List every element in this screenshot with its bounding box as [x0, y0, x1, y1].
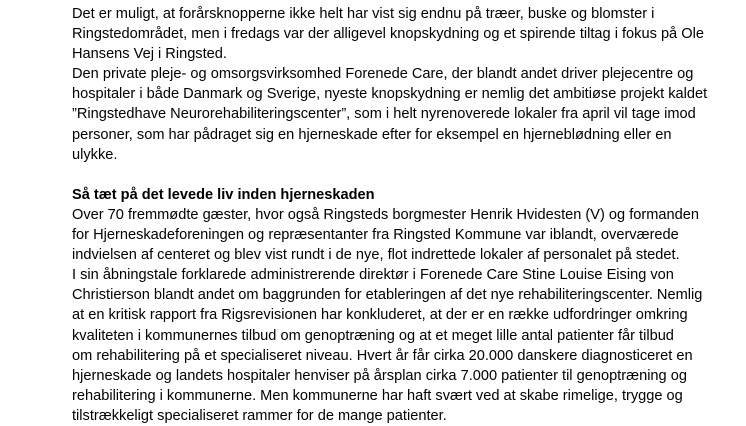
text-line: Hansens Vej i Ringsted.: [72, 46, 227, 63]
text-line: Over 70 fremmødte gæster, hvor også Ringsteds borgmester Henrik Hvidesten (V) og formanden: [72, 206, 699, 223]
guests-paragraph: [72, 205, 699, 265]
speech-paragraph: [72, 265, 703, 426]
text-line: hospitaler i både Danmark og Sverige, nyeste knopskydning er nemlig det ambitiøse projekt kaldet: [72, 86, 708, 103]
text-line: at en kritisk rapport fra Rigsrevisionen har konkluderet, at der er en række udfordringer omkring: [72, 307, 688, 324]
document-page: [72, 4, 708, 426]
text-line: ”Ringstedhave Neurorehabiliteringscenter”, som i helt nyrenoverede lokaler fra april vil tage imod: [72, 106, 696, 123]
text-line: for Hjerneskadeforeningen og repræsentanter fra Ringsted Kommune var iblandt, overværede: [72, 227, 679, 244]
paragraph-spacer: [72, 165, 672, 185]
text-line: rehabilitering i kommunerne. Men kommunerne har haft svært ved at skabe rimelige, trygge og: [72, 387, 683, 404]
text-line: I sin åbningstale forklarede administrerende direktør i Forenede Care Stine Louise Eising von: [72, 267, 674, 284]
text-line: om rehabilitering på et specialiseret niveau. Hvert år får cirka 20.000 danskere diagnosticeret en: [72, 347, 693, 364]
intro-paragraph: [72, 4, 704, 64]
text-line: personer, som har pådraget sig en hjerneskade efter for eksempel en hjerneblødning eller en: [72, 126, 672, 143]
section-heading: Så tæt på det levede liv inden hjerneskaden: [72, 186, 375, 203]
text-line: hjerneskade og landets hospitaler henviser på årsplan cirka 7.000 patienter til genoptræning og: [72, 367, 687, 384]
text-line: kvaliteten i kommunernes tilbud om genoptræning og at et meget lille antal patienter får tilbud: [72, 327, 674, 344]
text-line: indvielsen af centeret og blev vist rundt i de nye, flot indrettede lokaler af personalet på stedet.: [72, 247, 680, 264]
text-line: tilstrækkeligt specialiseret rammer for de mange patienter.: [72, 407, 447, 424]
text-line: Ringstedområdet, men i fredags var der alligevel knopskydning og et spirende tiltag i fokus på Ole: [72, 26, 704, 43]
text-line: Christierson blandt andet om baggrunden for etableringen af det nye rehabiliteringscenter. Nemlig: [72, 287, 703, 304]
text-line: Det er muligt, at forårsknopperne ikke helt har vist sig endnu på træer, buske og blomster i: [72, 6, 655, 22]
company-paragraph: [72, 64, 708, 164]
text-line: ulykke.: [72, 146, 118, 163]
text-line: Den private pleje- og omsorgsvirksomhed Forenede Care, der blandt andet driver plejecentre og: [72, 66, 694, 83]
